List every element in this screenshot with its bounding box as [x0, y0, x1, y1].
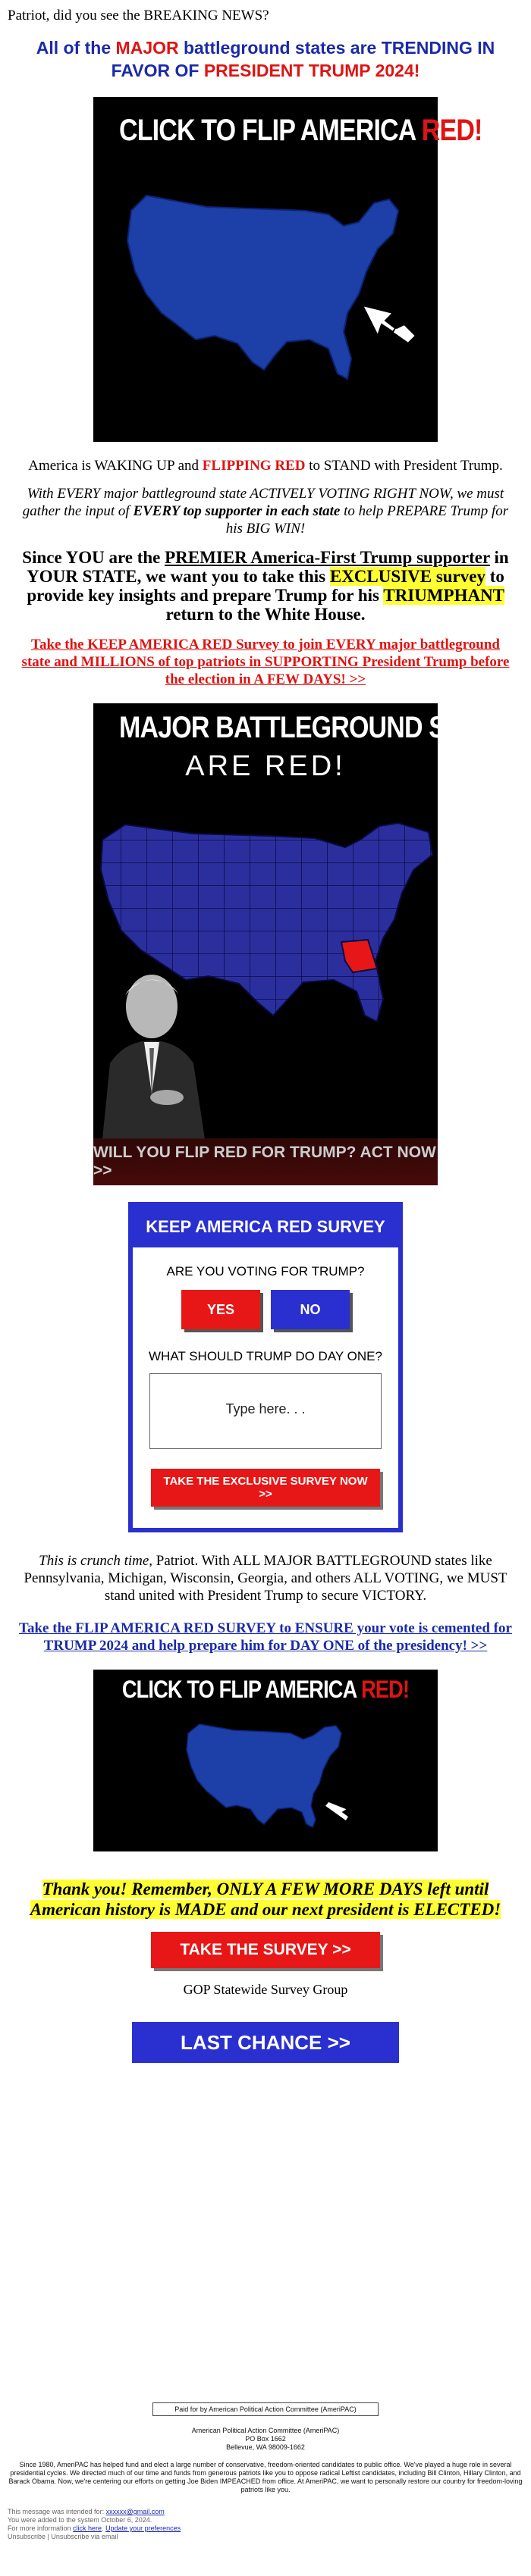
banner-title-white: CLICK TO FLIP AMERICA: [121, 1676, 362, 1703]
banner-title-red: RED!: [421, 114, 482, 147]
bold-part: return to the White House.: [165, 605, 366, 624]
cursor-icon: [325, 1801, 349, 1821]
unsubscribe-link[interactable]: Unsubscribe | Unsubscribe via email: [8, 2533, 118, 2540]
bold-part: Since YOU are the: [22, 548, 165, 567]
survey-question-day-one: WHAT SHOULD TRUMP DO DAY ONE?: [149, 1349, 382, 1363]
headline: [23, 36, 508, 82]
about-ameripac: Since 1980, AmeriPAC has helped fund and elect a large number of conservative, freedom-oriented candidates to public office. We've played a huge role in several presidential cycles. We directed much of our time and funds from generous patriots like you to oppose radical Leftist candidates, including Bill Clinton, Hillary Clinton, and Barack Obama. Now, we're centering our efforts on getting Joe Biden IMPEACHED from office. At AmeriPAC, we want to personally restore our country for freedom-loving patriots like you.: [8, 2461, 523, 2493]
crunch-time-text: [18, 1552, 513, 1604]
headline-president: PRESIDENT TRUMP 2024!: [199, 61, 420, 80]
footer: [0, 2402, 531, 2541]
no-button[interactable]: NO: [271, 1290, 350, 1329]
survey-question-voting: ARE YOU VOTING FOR TRUMP?: [166, 1264, 365, 1279]
intro-part: to STAND with President Trump.: [305, 458, 503, 474]
thank-you-text: [18, 1879, 513, 1920]
flip-america-banner[interactable]: [93, 97, 482, 442]
bold-premier: PREMIER America-First Trump supporter: [165, 548, 490, 567]
headline-text: battleground states are: [178, 38, 382, 58]
take-survey-button[interactable]: TAKE THE SURVEY >>: [151, 1932, 380, 1968]
intro-part: America is WAKING UP and: [28, 458, 203, 474]
thank-you-highlight: Thank you! Remember, ONLY A FEW MORE DAYS left until American history is MADE and our next president is ELECTED!: [30, 1880, 501, 1919]
more-info-line: For more information click here. Update your preferences: [8, 2524, 181, 2532]
italic-part: to help PREPARE Trump for his BIG WIN!: [225, 503, 509, 537]
crunch-italic: This is crunch time: [39, 1553, 149, 1569]
address-line: PO Box 1662: [245, 2435, 286, 2443]
headline-text: All of the: [36, 38, 116, 58]
flip-america-red-survey-link[interactable]: Take the FLIP AMERICA RED SURVEY to ENSURE your vote is cemented for TRUMP 2024 and help prepare him for DAY ONE of the presidency! >>: [19, 1620, 512, 1654]
banner-title-white: CLICK TO FLIP AMERICA: [119, 114, 422, 147]
bold-part: in YOUR STATE, we want you to take this: [27, 548, 509, 586]
usa-map-blue: [181, 1717, 355, 1830]
bold-exclusive: EXCLUSIVE survey: [329, 567, 485, 586]
take-exclusive-survey-button[interactable]: TAKE THE EXCLUSIVE SURVEY NOW >>: [151, 1469, 380, 1507]
crunch-rest: , Patriot. With ALL MAJOR BATTLEGROUND states like Pennsylvania, Michigan, Wisconsin, Georgia, and others ALL VOTING, we MUST stand united with President Trump to secure VICTORY.: [24, 1553, 507, 1604]
battleground-banner[interactable]: [93, 703, 523, 1185]
headline-major: MAJOR: [115, 38, 179, 58]
banner-title-red: RED!: [361, 1676, 410, 1703]
headline-trending: TRENDING IN FAVOR OF: [111, 38, 495, 80]
survey-form: [128, 1202, 403, 1532]
signature: GOP Statewide Survey Group: [183, 1982, 348, 1997]
footer-meta: [8, 2508, 523, 2541]
flip-red-cta[interactable]: WILL YOU FLIP RED FOR TRUMP? ACT NOW >>: [93, 1138, 438, 1185]
bold-triumphant: TRIUMPHANT: [383, 586, 504, 605]
italic-paragraph: [15, 485, 516, 537]
yes-button[interactable]: YES: [181, 1290, 260, 1329]
intro-flipping: FLIPPING RED: [202, 458, 306, 474]
day-one-textarea[interactable]: [149, 1373, 382, 1449]
banner-title: [119, 114, 482, 148]
more-info-label: For more information: [8, 2524, 74, 2532]
bold-paragraph: [12, 548, 519, 624]
intended-label: This message was intended for:: [8, 2508, 106, 2515]
usa-map-blue: [116, 180, 419, 393]
yes-no-group: [133, 1290, 398, 1329]
last-chance-button[interactable]: LAST CHANCE >>: [132, 2022, 399, 2063]
flip-america-banner-small[interactable]: [93, 1670, 438, 1851]
banner-subtitle: ARE RED!: [185, 750, 346, 782]
intro-text: [15, 457, 516, 474]
mailing-address: [0, 2427, 531, 2452]
keep-america-red-link[interactable]: Take the KEEP AMERICA RED Survey to join EVERY major battleground state and MILLIONS of top patriots in SUPPORTING President Trump before the election in A FEW DAYS! >>: [21, 637, 510, 687]
trump-photo: [95, 965, 209, 1139]
address-line: Bellevue, WA 98009-1662: [226, 2443, 305, 2451]
paid-for-disclaimer: Paid for by American Political Action Committee (AmeriPAC): [152, 2402, 379, 2416]
click-here-link[interactable]: click here: [73, 2524, 102, 2532]
survey-heading: KEEP AMERICA RED SURVEY: [133, 1207, 398, 1247]
address-line: American Political Action Committee (AmeriPAC): [191, 2427, 340, 2434]
intended-email-link[interactable]: xxxxxx@gmail.com: [105, 2508, 165, 2515]
update-preferences-link[interactable]: Update your preferences: [105, 2524, 181, 2532]
italic-part: With EVERY major battleground state ACTIVELY VOTING RIGHT NOW, we must gather the input of: [22, 486, 504, 519]
banner-title: MAJOR BATTLEGROUND STATES: [119, 711, 523, 744]
added-date: You were added to the system October 6, 2024.: [8, 2516, 152, 2524]
bold-part: to provide key insights and prepare Trump for his: [27, 567, 504, 605]
banner-title: [119, 1676, 412, 1704]
italic-bold: EVERY top supporter in each state: [133, 503, 341, 519]
greeting: Patriot, did you see the BREAKING NEWS?: [8, 8, 269, 23]
intended-recipient: [8, 2508, 523, 2516]
